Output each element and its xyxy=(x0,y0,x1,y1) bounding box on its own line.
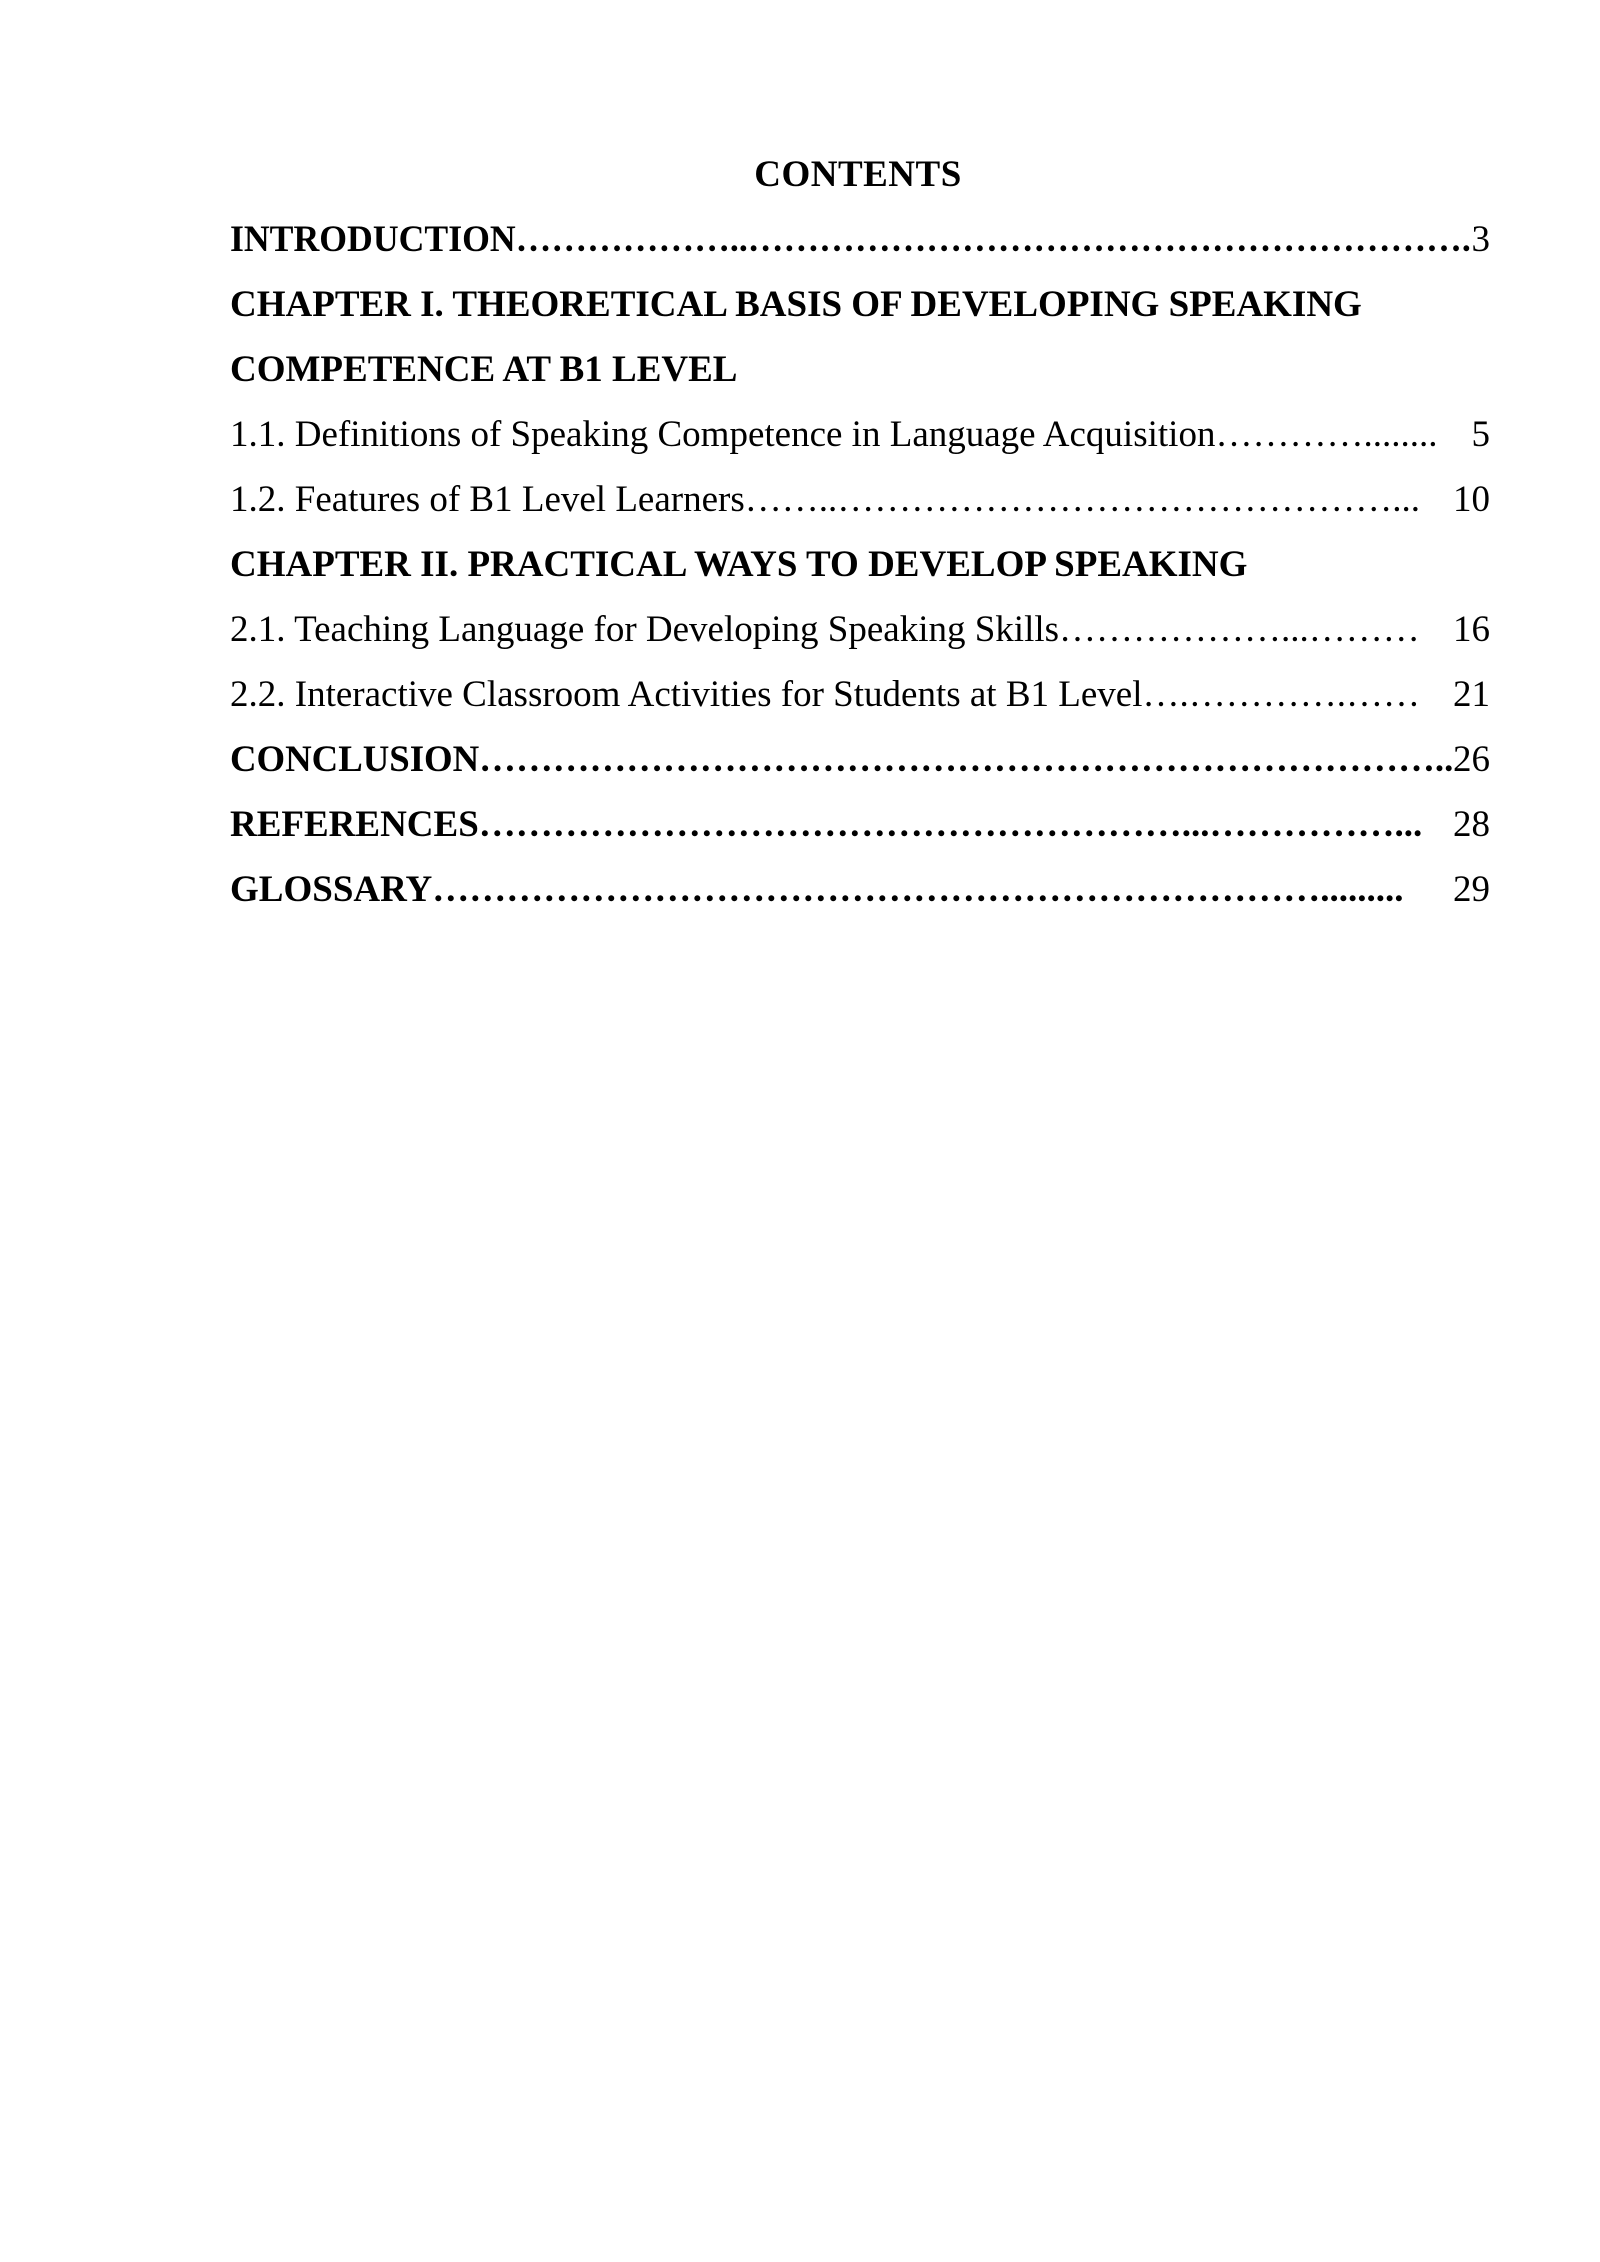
toc-entry-text: CONCLUSION…………………………………………………………………….. xyxy=(230,739,1454,780)
toc-page-number: 26 xyxy=(1453,739,1490,780)
toc-entry-1-1 xyxy=(230,410,1490,475)
toc-entry-references xyxy=(230,800,1490,865)
toc-entry-text: GLOSSARY………………………………………………………………......... xyxy=(230,869,1404,910)
toc-page-number: 10 xyxy=(1453,479,1490,520)
toc-entry-text: CHAPTER I. THEORETICAL BASIS OF DEVELOPING SPEAKING xyxy=(230,284,1362,325)
toc-page-number: 21 xyxy=(1453,674,1490,715)
toc-entry-introduction xyxy=(230,215,1490,280)
table-of-contents xyxy=(230,215,1490,930)
toc-entry-2-2 xyxy=(230,670,1490,735)
toc-entry-text: 1.1. Definitions of Speaking Competence in Language Acquisition…………........ xyxy=(230,414,1438,455)
toc-entry-chapter-1 xyxy=(230,280,1490,345)
toc-entry-text: 2.1. Teaching Language for Developing Speaking Skills………………...……… xyxy=(230,609,1420,650)
toc-entry-chapter-2 xyxy=(230,540,1490,605)
toc-page-number: 28 xyxy=(1453,804,1490,845)
toc-entry-glossary xyxy=(230,865,1490,930)
toc-entry-text: 2.2. Interactive Classroom Activities for Students at B1 Level….………….…… xyxy=(230,674,1420,715)
toc-entry-text: INTRODUCTION………………..……………………………………………………. xyxy=(230,219,1471,260)
toc-page-number: 16 xyxy=(1453,609,1490,650)
toc-page-number: 3 xyxy=(1471,219,1490,260)
toc-entry-conclusion xyxy=(230,735,1490,800)
contents-heading: CONTENTS xyxy=(754,154,962,195)
toc-entry-text: COMPETENCE AT B1 LEVEL xyxy=(230,349,738,390)
toc-entry-text: 1.2. Features of B1 Level Learners……..………………………………………... xyxy=(230,479,1420,520)
toc-entry-text: REFERENCES…………………………………………………...……………... xyxy=(230,804,1423,845)
toc-page-number: 5 xyxy=(1471,414,1490,455)
toc-page-number: 29 xyxy=(1453,869,1490,910)
toc-entry-1-2 xyxy=(230,475,1490,540)
toc-entry-2-1 xyxy=(230,605,1490,670)
toc-entry-text: CHAPTER II. PRACTICAL WAYS TO DEVELOP SPEAKING xyxy=(230,544,1248,585)
toc-entry-chapter-1-cont xyxy=(230,345,1490,410)
